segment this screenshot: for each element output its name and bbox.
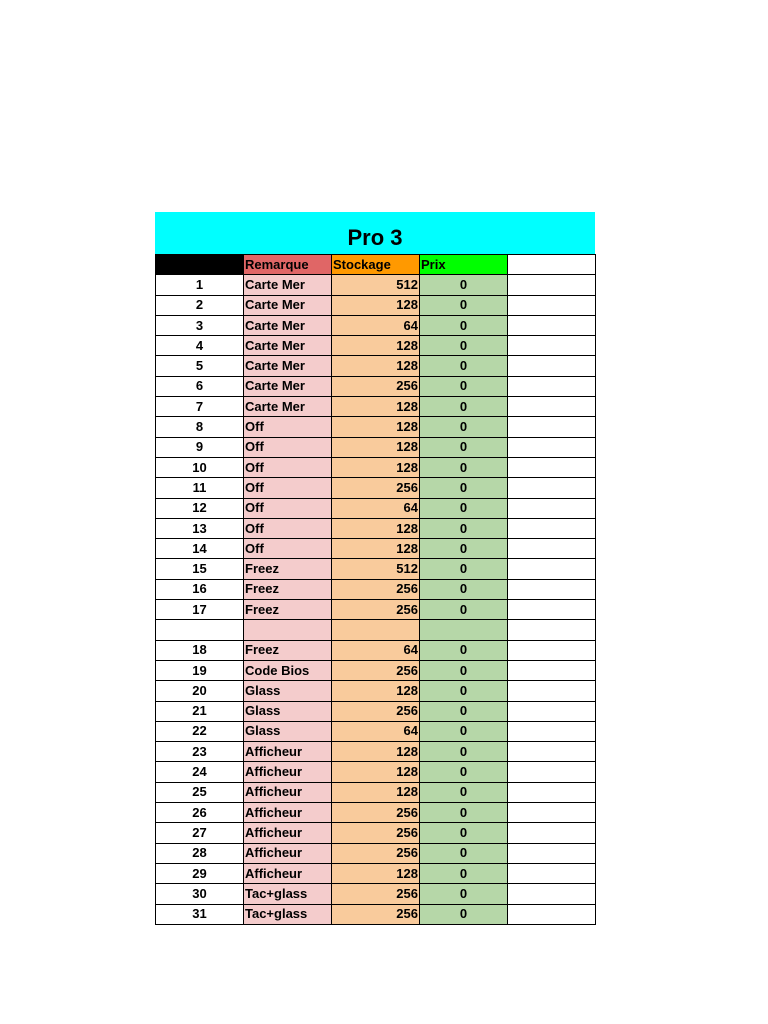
- remarque-cell[interactable]: Off: [244, 437, 332, 457]
- remarque-cell[interactable]: Off: [244, 478, 332, 498]
- stockage-cell[interactable]: 128: [332, 336, 420, 356]
- table-row: [156, 742, 596, 762]
- remarque-cell[interactable]: Afficheur: [244, 742, 332, 762]
- extra-cell[interactable]: [508, 478, 596, 498]
- row-number-cell[interactable]: 27: [156, 823, 244, 843]
- stockage-cell[interactable]: 128: [332, 356, 420, 376]
- remarque-cell[interactable]: [244, 620, 332, 640]
- stockage-cell[interactable]: 256: [332, 803, 420, 823]
- table-row: [156, 437, 596, 457]
- extra-cell[interactable]: [508, 803, 596, 823]
- extra-cell[interactable]: [508, 275, 596, 295]
- stockage-cell[interactable]: 64: [332, 640, 420, 660]
- remarque-cell[interactable]: Carte Mer: [244, 376, 332, 396]
- extra-cell[interactable]: [508, 336, 596, 356]
- extra-cell[interactable]: [508, 620, 596, 640]
- row-number-cell[interactable]: 23: [156, 742, 244, 762]
- extra-cell[interactable]: [508, 782, 596, 802]
- table-row: [156, 640, 596, 660]
- extra-cell[interactable]: [508, 356, 596, 376]
- stockage-cell[interactable]: 128: [332, 762, 420, 782]
- extra-cell[interactable]: [508, 315, 596, 335]
- prix-cell[interactable]: [420, 620, 508, 640]
- header-remarque[interactable]: Remarque: [244, 255, 332, 275]
- remarque-cell[interactable]: Code Bios: [244, 660, 332, 680]
- remarque-cell[interactable]: Tac+glass: [244, 904, 332, 924]
- stockage-cell[interactable]: 256: [332, 660, 420, 680]
- stockage-cell[interactable]: 256: [332, 579, 420, 599]
- prix-cell[interactable]: 0: [420, 457, 508, 477]
- header-prix[interactable]: Prix: [420, 255, 508, 275]
- stockage-cell[interactable]: 256: [332, 884, 420, 904]
- extra-cell[interactable]: [508, 640, 596, 660]
- remarque-cell[interactable]: Carte Mer: [244, 295, 332, 315]
- extra-cell[interactable]: [508, 863, 596, 883]
- row-number-cell[interactable]: 9: [156, 437, 244, 457]
- row-number-cell[interactable]: 29: [156, 863, 244, 883]
- row-number-cell[interactable]: 3: [156, 315, 244, 335]
- stockage-cell[interactable]: 512: [332, 559, 420, 579]
- table-row: [156, 457, 596, 477]
- row-number-cell[interactable]: 13: [156, 518, 244, 538]
- row-number-cell[interactable]: 28: [156, 843, 244, 863]
- prix-cell[interactable]: 0: [420, 762, 508, 782]
- prix-cell[interactable]: 0: [420, 803, 508, 823]
- row-number-cell[interactable]: 31: [156, 904, 244, 924]
- row-number-cell[interactable]: 15: [156, 559, 244, 579]
- prix-cell[interactable]: 0: [420, 437, 508, 457]
- remarque-cell[interactable]: Afficheur: [244, 843, 332, 863]
- prix-cell[interactable]: 0: [420, 600, 508, 620]
- stockage-cell[interactable]: 128: [332, 518, 420, 538]
- prix-cell[interactable]: 0: [420, 843, 508, 863]
- remarque-cell[interactable]: Freez: [244, 640, 332, 660]
- table-row: [156, 762, 596, 782]
- extra-cell[interactable]: [508, 579, 596, 599]
- remarque-cell[interactable]: Carte Mer: [244, 336, 332, 356]
- row-number-cell[interactable]: 5: [156, 356, 244, 376]
- row-number-cell[interactable]: 4: [156, 336, 244, 356]
- table-row: [156, 356, 596, 376]
- stockage-cell[interactable]: 256: [332, 843, 420, 863]
- extra-cell[interactable]: [508, 457, 596, 477]
- table-body: [156, 275, 596, 925]
- stockage-cell[interactable]: 128: [332, 417, 420, 437]
- row-number-cell[interactable]: 17: [156, 600, 244, 620]
- extra-cell[interactable]: [508, 376, 596, 396]
- table-row: [156, 336, 596, 356]
- prix-cell[interactable]: 0: [420, 275, 508, 295]
- remarque-cell[interactable]: Carte Mer: [244, 315, 332, 335]
- row-number-cell[interactable]: 11: [156, 478, 244, 498]
- remarque-cell[interactable]: Off: [244, 518, 332, 538]
- table-row: [156, 478, 596, 498]
- prix-cell[interactable]: 0: [420, 904, 508, 924]
- remarque-cell[interactable]: Afficheur: [244, 863, 332, 883]
- table-row: [156, 417, 596, 437]
- row-number-cell[interactable]: 22: [156, 721, 244, 741]
- remarque-cell[interactable]: Afficheur: [244, 803, 332, 823]
- prix-cell[interactable]: 0: [420, 579, 508, 599]
- header-extra[interactable]: [508, 255, 596, 275]
- extra-cell[interactable]: [508, 823, 596, 843]
- remarque-cell[interactable]: Glass: [244, 701, 332, 721]
- extra-cell[interactable]: [508, 742, 596, 762]
- stockage-cell[interactable]: 64: [332, 498, 420, 518]
- header-row: [156, 255, 596, 275]
- table-row: [156, 681, 596, 701]
- extra-cell[interactable]: [508, 417, 596, 437]
- stockage-cell[interactable]: [332, 620, 420, 640]
- table-row: [156, 863, 596, 883]
- row-number-cell[interactable]: 30: [156, 884, 244, 904]
- remarque-cell[interactable]: Freez: [244, 600, 332, 620]
- prix-cell[interactable]: 0: [420, 701, 508, 721]
- extra-cell[interactable]: [508, 600, 596, 620]
- row-number-cell[interactable]: 8: [156, 417, 244, 437]
- extra-cell[interactable]: [508, 518, 596, 538]
- prix-cell[interactable]: 0: [420, 295, 508, 315]
- remarque-cell[interactable]: Glass: [244, 681, 332, 701]
- prix-cell[interactable]: 0: [420, 356, 508, 376]
- header-number[interactable]: [156, 255, 244, 275]
- remarque-cell[interactable]: Afficheur: [244, 762, 332, 782]
- row-number-cell[interactable]: 12: [156, 498, 244, 518]
- stockage-cell[interactable]: 256: [332, 376, 420, 396]
- table-row: [156, 884, 596, 904]
- row-number-cell[interactable]: [156, 620, 244, 640]
- extra-cell[interactable]: [508, 539, 596, 559]
- remarque-cell[interactable]: Freez: [244, 559, 332, 579]
- remarque-cell[interactable]: Carte Mer: [244, 397, 332, 417]
- extra-cell[interactable]: [508, 437, 596, 457]
- table-row: [156, 782, 596, 802]
- remarque-cell[interactable]: Off: [244, 498, 332, 518]
- stockage-cell[interactable]: 128: [332, 397, 420, 417]
- table-row: [156, 518, 596, 538]
- extra-cell[interactable]: [508, 762, 596, 782]
- prix-cell[interactable]: 0: [420, 539, 508, 559]
- prix-cell[interactable]: 0: [420, 782, 508, 802]
- prix-cell[interactable]: 0: [420, 559, 508, 579]
- remarque-cell[interactable]: Afficheur: [244, 823, 332, 843]
- inventory-table: [155, 254, 596, 925]
- prix-cell[interactable]: 0: [420, 336, 508, 356]
- table-row: [156, 843, 596, 863]
- table-row: [156, 498, 596, 518]
- stockage-cell[interactable]: 256: [332, 478, 420, 498]
- extra-cell[interactable]: [508, 660, 596, 680]
- prix-cell[interactable]: 0: [420, 884, 508, 904]
- table-row: [156, 295, 596, 315]
- prix-cell[interactable]: 0: [420, 863, 508, 883]
- prix-cell[interactable]: 0: [420, 660, 508, 680]
- stockage-cell[interactable]: 128: [332, 437, 420, 457]
- table-row: [156, 600, 596, 620]
- prix-cell[interactable]: 0: [420, 518, 508, 538]
- table-row: [156, 559, 596, 579]
- row-number-cell[interactable]: 6: [156, 376, 244, 396]
- prix-cell[interactable]: 0: [420, 823, 508, 843]
- table-row: [156, 397, 596, 417]
- remarque-cell[interactable]: Freez: [244, 579, 332, 599]
- stockage-cell[interactable]: 128: [332, 863, 420, 883]
- remarque-cell[interactable]: Carte Mer: [244, 356, 332, 376]
- prix-cell[interactable]: 0: [420, 315, 508, 335]
- extra-cell[interactable]: [508, 843, 596, 863]
- row-number-cell[interactable]: 18: [156, 640, 244, 660]
- remarque-cell[interactable]: Tac+glass: [244, 884, 332, 904]
- extra-cell[interactable]: [508, 884, 596, 904]
- prix-cell[interactable]: 0: [420, 376, 508, 396]
- stockage-cell[interactable]: 128: [332, 681, 420, 701]
- row-number-cell[interactable]: 21: [156, 701, 244, 721]
- row-number-cell[interactable]: 26: [156, 803, 244, 823]
- prix-cell[interactable]: 0: [420, 721, 508, 741]
- stockage-cell[interactable]: 128: [332, 295, 420, 315]
- stockage-cell[interactable]: 64: [332, 315, 420, 335]
- stockage-cell[interactable]: 256: [332, 823, 420, 843]
- stockage-cell[interactable]: 128: [332, 742, 420, 762]
- extra-cell[interactable]: [508, 295, 596, 315]
- extra-cell[interactable]: [508, 904, 596, 924]
- prix-cell[interactable]: 0: [420, 640, 508, 660]
- row-number-cell[interactable]: 2: [156, 295, 244, 315]
- stockage-cell[interactable]: 128: [332, 782, 420, 802]
- extra-cell[interactable]: [508, 397, 596, 417]
- table-row: [156, 803, 596, 823]
- extra-cell[interactable]: [508, 681, 596, 701]
- row-number-cell[interactable]: 10: [156, 457, 244, 477]
- prix-cell[interactable]: 0: [420, 397, 508, 417]
- remarque-cell[interactable]: Off: [244, 457, 332, 477]
- row-number-cell[interactable]: 1: [156, 275, 244, 295]
- row-number-cell[interactable]: 16: [156, 579, 244, 599]
- stockage-cell[interactable]: 256: [332, 904, 420, 924]
- prix-cell[interactable]: 0: [420, 417, 508, 437]
- remarque-cell[interactable]: Off: [244, 417, 332, 437]
- row-number-cell[interactable]: 14: [156, 539, 244, 559]
- remarque-cell[interactable]: Off: [244, 539, 332, 559]
- row-number-cell[interactable]: 20: [156, 681, 244, 701]
- remarque-cell[interactable]: Afficheur: [244, 782, 332, 802]
- row-number-cell[interactable]: 25: [156, 782, 244, 802]
- table-row: [156, 620, 596, 640]
- table-row: [156, 660, 596, 680]
- stockage-cell[interactable]: 512: [332, 275, 420, 295]
- stockage-cell[interactable]: 128: [332, 457, 420, 477]
- extra-cell[interactable]: [508, 701, 596, 721]
- table-row: [156, 579, 596, 599]
- table-row: [156, 376, 596, 396]
- sheet-title: Pro 3: [155, 212, 595, 254]
- stockage-cell[interactable]: 128: [332, 539, 420, 559]
- prix-cell[interactable]: 0: [420, 681, 508, 701]
- prix-cell[interactable]: 0: [420, 742, 508, 762]
- table-row: [156, 539, 596, 559]
- stockage-cell[interactable]: 256: [332, 701, 420, 721]
- stockage-cell[interactable]: 256: [332, 600, 420, 620]
- row-number-cell[interactable]: 19: [156, 660, 244, 680]
- spreadsheet: [155, 212, 595, 925]
- table-row: [156, 904, 596, 924]
- table-row: [156, 315, 596, 335]
- prix-cell[interactable]: 0: [420, 478, 508, 498]
- table-row: [156, 721, 596, 741]
- table-row: [156, 823, 596, 843]
- row-number-cell[interactable]: 7: [156, 397, 244, 417]
- extra-cell[interactable]: [508, 721, 596, 741]
- extra-cell[interactable]: [508, 559, 596, 579]
- remarque-cell[interactable]: Glass: [244, 721, 332, 741]
- prix-cell[interactable]: 0: [420, 498, 508, 518]
- row-number-cell[interactable]: 24: [156, 762, 244, 782]
- stockage-cell[interactable]: 64: [332, 721, 420, 741]
- table-row: [156, 701, 596, 721]
- table-row: [156, 275, 596, 295]
- extra-cell[interactable]: [508, 498, 596, 518]
- header-stockage[interactable]: Stockage: [332, 255, 420, 275]
- remarque-cell[interactable]: Carte Mer: [244, 275, 332, 295]
